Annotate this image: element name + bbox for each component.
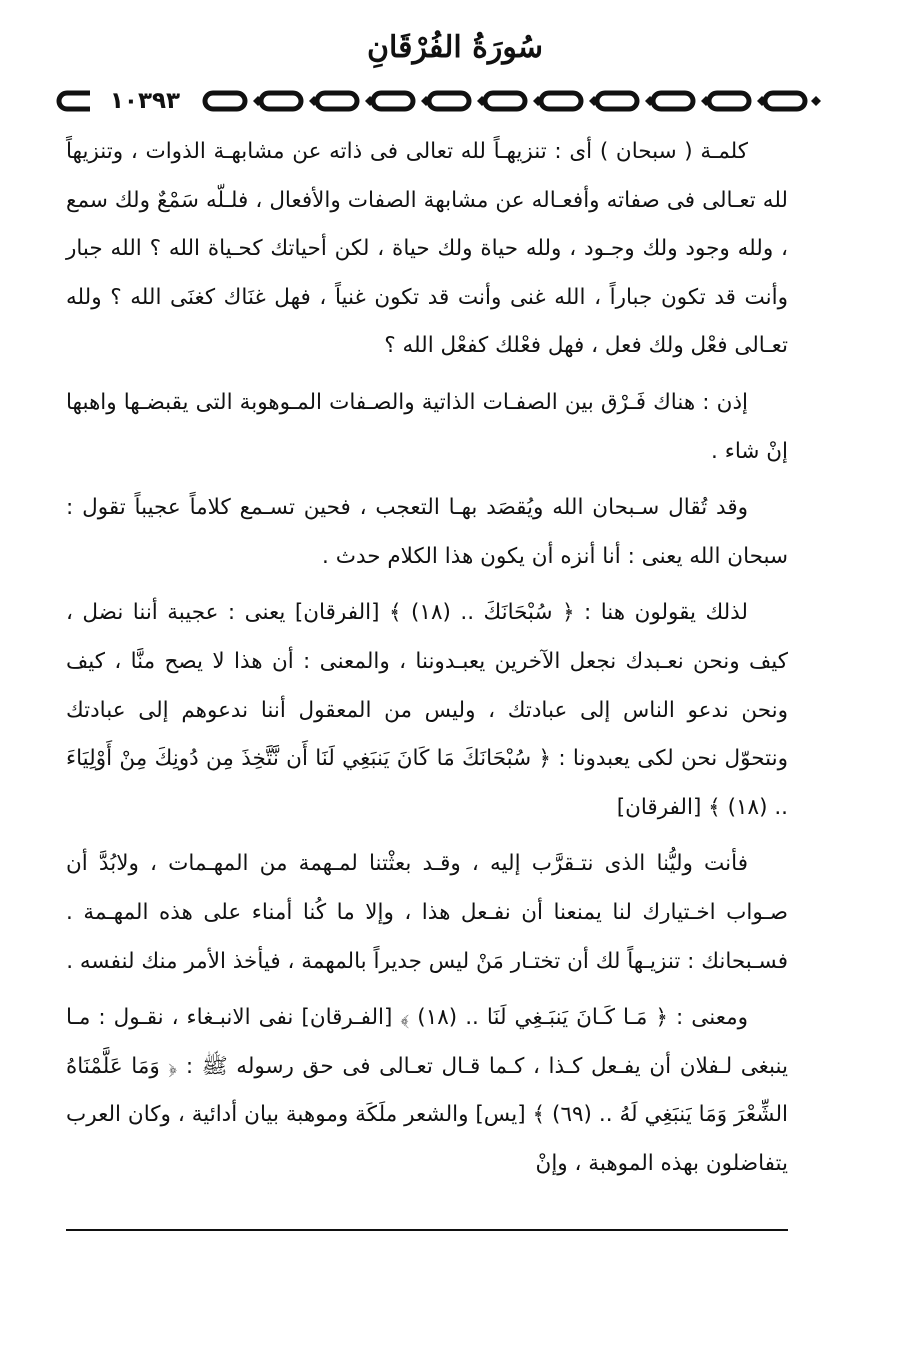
paragraph: ومعنى : ﴿ مَـا كَـانَ يَنبَـغِي لَنَا .. (١٨) ﴾ [الفـرقان] نفى الانبـغاء ، نقـول : مـا ينبغى لـفلان أن يفـعل كـذا ، كـما قـال تعـالى فى حق رسوله ﷺ : ﴿ وَمَا عَلَّمْنَاهُ الشِّعْرَ وَمَا يَنبَغِي لَهُ .. (٦٩) ﴾ [يس] والشعر ملَكَة وموهبة بيان أدائية ، وكان العرب يتفاضلون بهذه الموهبة ، وإنْ	[66, 1005, 788, 1176]
diamond-icon	[811, 96, 821, 106]
chain-link	[261, 93, 301, 109]
paragraph: وقد تُقال سـبحان الله ويُقصَد بهـا التعجب ، فحين تسـمع كلاماً عجيباً تقول : سبحان الله يعنى : أنا أنزه أن يكون هذا الكلام حدث .	[66, 495, 788, 569]
chain-link	[317, 93, 357, 109]
footnote-divider	[66, 1229, 788, 1231]
page-body	[66, 128, 788, 1196]
chain-link	[429, 93, 469, 109]
chain-link	[597, 93, 637, 109]
chain-link	[485, 93, 525, 109]
paragraph: إذن : هناك فَـرْق بين الصفـات الذاتية والصـفات المـوهوبة التى يقبضـها واهبها إنْ شاء .	[66, 389, 788, 464]
chain-link	[709, 93, 749, 109]
surah-title: سُورَةُ الفُرْقَانِ	[366, 30, 543, 65]
paragraph: كلمـة ( سبحان ) أى : تنزيهـاً لله تعالى فى ذاته عن مشابهـة الذوات ، وتنزيهاً لله تعـالى فى صفاته وأفعـاله عن مشابهة الصفات والأفعال ، فلـلّه سَمْعٌ ولك سمع ، ولله وجود ولك وجـود ، ولله حياة ولك حياة ، لكن أحياتك كحـياة الله ؟ الله جبار وأنت قد تكون جباراً ، الله غنى وأنت قد تكون غنياً ، فهل غنَاك كغنَى الله ؟ ولله تعـالى فعْل ولك فعل ، فهل فعْلك كفعْل الله ؟	[66, 139, 788, 359]
paragraph: فأنت وليُّنا الذى نتـقرَّب إليه ، وقـد بعثْتنا لمـهمة من المهـمات ، ولابُدَّ أن صـواب اخـتيارك لنا يمنعنا أن نفـعل هذا ، وإلا ما كُنا أمناء على هذه المهـمة . فسـبحانك : تنزيـهاً لك أن تختـار مَنْ ليس جديراً بالمهمة ، فيأخذ الأمر منك لنفسه .	[66, 851, 788, 974]
page-number: ١٠٣٩٣	[90, 86, 200, 116]
paragraph: لذلك يقولون هنا : ﴿ سُبْحَانَكَ .. (١٨) ﴾ [الفرقان] يعنى : عجيبة أننا نضل ، كيف ونحن نعـبدك نجعل الآخرين يعبـدوننا ، والمعنى : أن هذا لا يصح منَّا ، كيف ونحن ندعو الناس إلى عبادتك ، وليس من المعقول أننا ندعوهم إلى عبادتك ونتحوّل نحن لكى يعبدونا : ﴿ سُبْحَانَكَ مَا كَانَ يَنبَغِي لَنَا أَن نَّتَّخِذَ مِن دُونِكَ مِنْ أَوْلِيَاءَ .. (١٨) ﴾ [الفرقان]	[66, 600, 788, 820]
chain-link	[765, 93, 805, 109]
chain-link	[373, 93, 413, 109]
chain-link	[541, 93, 581, 109]
chain-link	[653, 93, 693, 109]
chain-link	[205, 93, 245, 109]
